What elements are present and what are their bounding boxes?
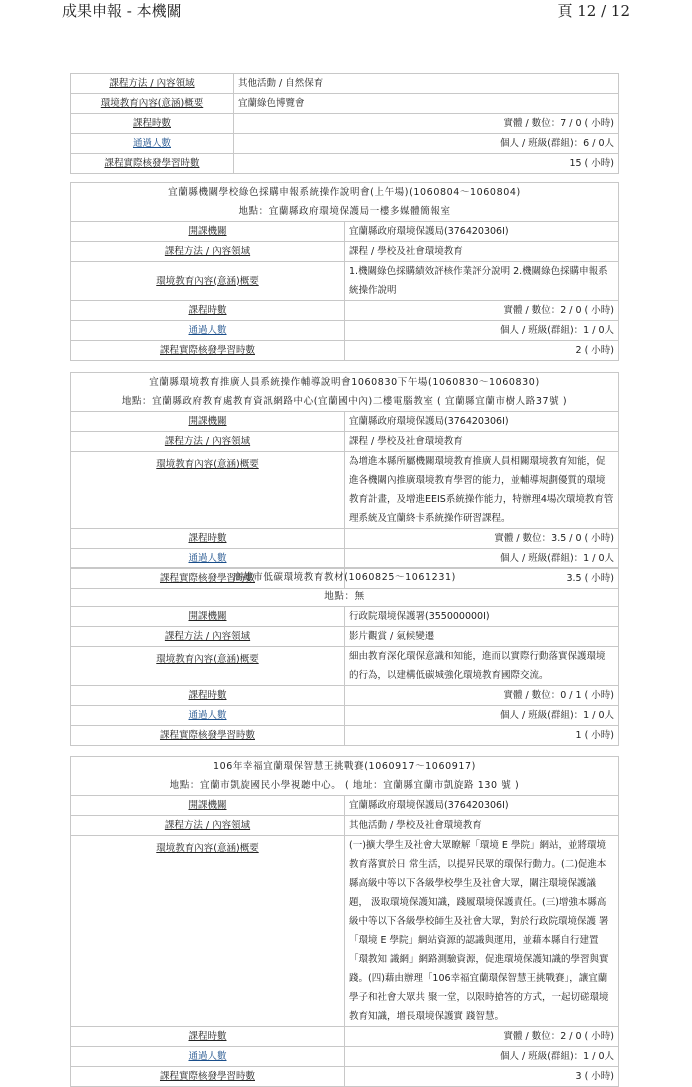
organizer-value: 行政院環境保護署(355000000I) xyxy=(345,607,619,627)
summary-value: 宜蘭綠色博覽會 xyxy=(234,94,619,114)
hours-label: 課程時數 xyxy=(188,690,227,701)
course-title-row xyxy=(71,568,619,607)
actual-hours-row xyxy=(71,341,619,361)
summary-value: 細由教育深化環保意識和知能，進而以實際行動落實保護環境的行為，以建構低碳城強化環境教育國際交流。 xyxy=(345,647,619,686)
participants-row xyxy=(71,1047,619,1067)
organizer-value: 宜蘭縣政府環境保護局(376420306I) xyxy=(345,222,619,242)
course-title: 106年幸福宜蘭環保智慧王挑戰賽(1060917～1060917) xyxy=(213,761,476,772)
summary-label: 環境教育內容(意涵)概要 xyxy=(156,275,259,287)
participants-row xyxy=(71,134,619,154)
summary-row xyxy=(71,836,619,1027)
method-label: 課程方法 / 內容領域 xyxy=(164,631,251,642)
participants-value: 個人 / 班級(群組)：1 / 0人 xyxy=(345,706,619,726)
hours-value: 實體 / 數位：7 / 0 ( 小時) xyxy=(234,114,619,134)
actual-hours-value: 15 ( 小時) xyxy=(234,154,619,174)
course-location: 地點：宜蘭市凱旋國民小學視聽中心。 ( 地址：宜蘭縣宜蘭市凱旋路 130 號 ) xyxy=(169,780,520,791)
actual-hours-value: 3.5 ( 小時) xyxy=(345,569,619,589)
participants-link[interactable]: 通過人數 xyxy=(188,325,227,336)
course-record-table xyxy=(70,756,619,1087)
hours-row xyxy=(71,1027,619,1047)
organizer-row xyxy=(71,607,619,627)
course-title-row xyxy=(71,757,619,796)
participants-value: 個人 / 班級(群組)：1 / 0人 xyxy=(345,549,619,569)
participants-row xyxy=(71,321,619,341)
method-row xyxy=(71,74,619,94)
report-title: 成果申報 - 本機關 xyxy=(62,2,182,20)
organizer-row xyxy=(71,796,619,816)
actual-hours-label: 課程實際核發學習時數 xyxy=(159,730,255,741)
summary-label: 環境教育內容(意涵)概要 xyxy=(156,654,259,665)
organizer-label: 開課機關 xyxy=(188,416,227,427)
actual-hours-value: 3 ( 小時) xyxy=(345,1067,619,1087)
summary-row xyxy=(71,262,619,301)
organizer-label: 開課機關 xyxy=(188,611,227,622)
hours-label: 課程時數 xyxy=(188,305,227,316)
hours-row xyxy=(71,686,619,706)
hours-label: 課程時數 xyxy=(188,533,227,544)
actual-hours-row xyxy=(71,154,619,174)
hours-row xyxy=(71,529,619,549)
organizer-row xyxy=(71,412,619,432)
organizer-value: 宜蘭縣政府環境保護局(376420306I) xyxy=(345,796,619,816)
course-location: 地點：宜蘭縣政府環境保護局一樓多媒體簡報室 xyxy=(238,206,451,217)
participants-value: 個人 / 班級(群組)：6 / 0人 xyxy=(234,134,619,154)
method-label: 課程方法 / 內容領域 xyxy=(164,246,251,257)
method-value: 課程 / 學校及社會環境教育 xyxy=(345,432,619,452)
method-label: 課程方法 / 內容領域 xyxy=(164,436,251,447)
participants-link[interactable]: 通過人數 xyxy=(188,1051,227,1062)
course-location: 地點：無 xyxy=(324,591,365,602)
page-header xyxy=(0,0,692,28)
summary-row xyxy=(71,94,619,114)
organizer-label: 開課機關 xyxy=(188,226,227,237)
participants-link[interactable]: 通過人數 xyxy=(188,710,227,721)
method-row xyxy=(71,816,619,836)
hours-row xyxy=(71,301,619,321)
actual-hours-label: 課程實際核發學習時數 xyxy=(159,345,255,356)
hours-value: 實體 / 數位：2 / 0 ( 小時) xyxy=(345,301,619,321)
course-title: 宜蘭縣環境教育推廣人員系統操作輔導說明會1060830下午場(1060830～1060830) xyxy=(149,377,540,388)
summary-label: 環境教育內容(意涵)概要 xyxy=(156,459,259,470)
actual-hours-label: 課程實際核發學習時數 xyxy=(159,1071,255,1082)
hours-value: 實體 / 數位：3.5 / 0 ( 小時) xyxy=(345,529,619,549)
course-record-table xyxy=(70,182,619,361)
summary-value: (一)擴大學生及社會大眾瞭解「環境 E 學院」網站，並將環境教育落實於日 常生活，以提昇民眾的環保行動力。(二)促進本縣高級中等以下各級學校學生及社會大眾，關注環境保護議題， 汲取環境保護知識，踐履環境保護責任。(三)增強本縣高級中等以下各級學校師生及社會大眾，對於行政院環境保護 署「環境 E 學院」網站資源的認識與運用，並藉本縣自行建置「環教知 識網」網路測驗資源，促進環境保護知識的學習與實踐。(四)藉由辦理「106幸福宜蘭環保智慧王挑戰賽」，讓宜蘭學子和社會大眾共 聚一堂，以限時搶答的方式，一起切磋環境教育知識，增長環境保護實 踐智慧。 xyxy=(345,836,619,1027)
method-row xyxy=(71,627,619,647)
course-location: 地點：宜蘭縣政府教育處教育資訊網路中心(宜蘭國中內)二樓電腦教室 ( 宜蘭縣宜蘭市樹人路37號 ) xyxy=(121,396,568,407)
actual-hours-row xyxy=(71,1067,619,1087)
summary-value: 1.機關綠色採購績效評核作業評分說明 2.機關綠色採購申報系統操作說明 xyxy=(345,262,619,301)
hours-row xyxy=(71,114,619,134)
method-row xyxy=(71,432,619,452)
summary-value: 為增進本縣所屬機關環境教育推廣人員相關環境教育知能，促進各機關內推廣環境教育學習的能力，並輔導規劃優質的環境教育計畫，及增進EEIS系統操作能力，特辦理4場次環境教育管理系統及宜蘭終卡系統操作研習課程。 xyxy=(345,452,619,529)
organizer-label: 開課機關 xyxy=(188,800,227,811)
course-title: 高雄市低碳環境教育教材(1060825～1061231) xyxy=(233,572,456,583)
course-title-row xyxy=(71,183,619,222)
method-row xyxy=(71,242,619,262)
hours-label: 課程時數 xyxy=(188,1031,227,1042)
actual-hours-value: 1 ( 小時) xyxy=(345,726,619,746)
method-value: 其他活動 / 學校及社會環境教育 xyxy=(345,816,619,836)
participants-value: 個人 / 班級(群組)：1 / 0人 xyxy=(345,321,619,341)
participants-link[interactable]: 通過人數 xyxy=(132,138,171,149)
method-value: 影片觀賞 / 氣候變遷 xyxy=(345,627,619,647)
organizer-row xyxy=(71,222,619,242)
method-value: 課程 / 學校及社會環境教育 xyxy=(345,242,619,262)
method-label: 課程方法 / 內容領域 xyxy=(164,820,251,831)
actual-hours-label: 課程實際核發學習時數 xyxy=(159,573,255,584)
actual-hours-row xyxy=(71,726,619,746)
actual-hours-value: 2 ( 小時) xyxy=(345,341,619,361)
course-record-table xyxy=(70,567,619,746)
participants-row xyxy=(71,549,619,569)
summary-row xyxy=(71,647,619,686)
course-title: 宜蘭縣機關學校綠色採購申報系統操作說明會(上午場)(1060804～1060804) xyxy=(168,187,521,198)
method-label: 課程方法 / 內容領域 xyxy=(109,78,195,89)
participants-value: 個人 / 班級(群組)：1 / 0人 xyxy=(345,1047,619,1067)
page-number: 頁 12 / 12 xyxy=(557,2,630,20)
course-record-table xyxy=(70,372,619,589)
method-value: 其他活動 / 自然保育 xyxy=(234,74,619,94)
course-title-row xyxy=(71,373,619,412)
actual-hours-label: 課程實際核發學習時數 xyxy=(104,158,200,169)
course-record-table xyxy=(70,73,619,174)
organizer-value: 宜蘭縣政府環境保護局(376420306I) xyxy=(345,412,619,432)
summary-label: 環境教育內容(意涵)概要 xyxy=(100,98,204,109)
summary-row xyxy=(71,452,619,529)
participants-link[interactable]: 通過人數 xyxy=(188,553,227,564)
hours-label: 課程時數 xyxy=(132,118,171,129)
hours-value: 實體 / 數位：0 / 1 ( 小時) xyxy=(345,686,619,706)
participants-row xyxy=(71,706,619,726)
summary-label: 環境教育內容(意涵)概要 xyxy=(156,843,259,854)
hours-value: 實體 / 數位：2 / 0 ( 小時) xyxy=(345,1027,619,1047)
